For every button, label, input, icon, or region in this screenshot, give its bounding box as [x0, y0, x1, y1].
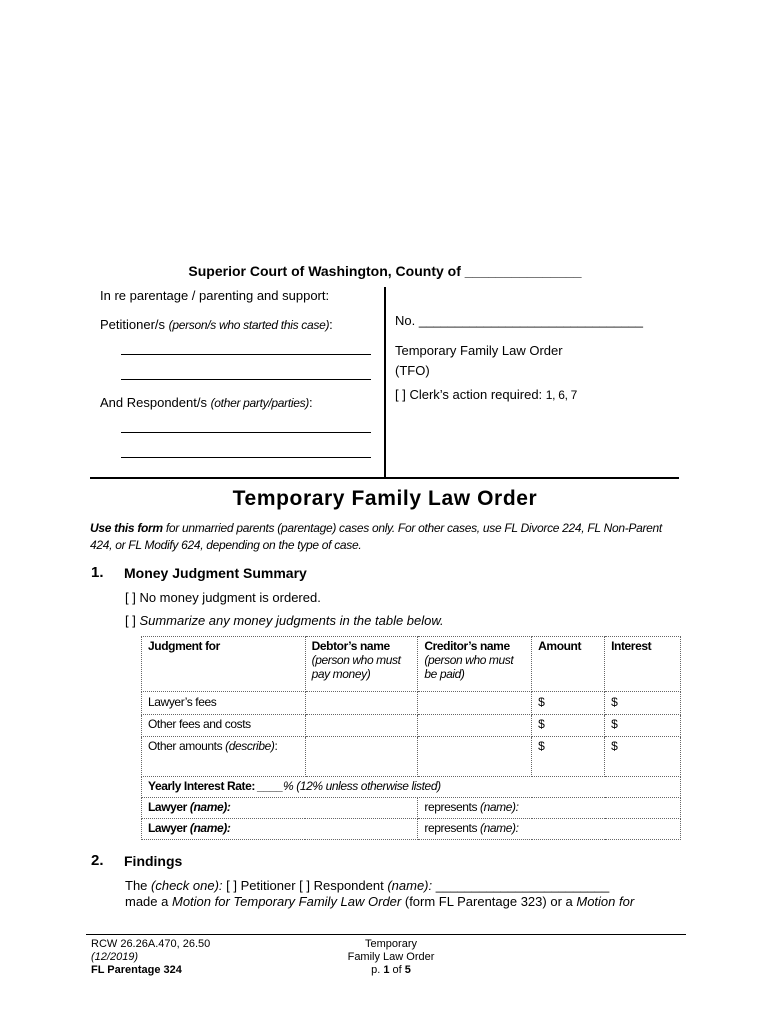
respondent-label-text: And Respondent/s	[100, 395, 207, 410]
petitioner-name-line-2[interactable]	[121, 365, 371, 380]
interest-rate-cell[interactable]: Yearly Interest Rate: ____% (12% unless otherwise listed)	[142, 777, 681, 798]
header-amount: Amount	[532, 637, 605, 692]
interest-rate-row	[142, 777, 681, 798]
footer-rule	[86, 934, 686, 935]
respondent-note: (other party/parties)	[210, 396, 310, 410]
debtor-cell[interactable]	[305, 692, 418, 715]
intro-line-2: 424, or FL Modify 624, depending on the type of case.	[90, 538, 362, 552]
in-re-line: In re parentage / parenting and support:	[100, 288, 330, 303]
intro-bold: Use this form	[90, 521, 163, 535]
section-2-number: 2.	[91, 852, 104, 869]
table-row	[142, 715, 681, 737]
findings-made-a: made a	[125, 894, 172, 909]
footer-center-1: Temporary	[365, 938, 417, 950]
respondent-colon: :	[309, 395, 313, 410]
party-checkboxes[interactable]: [ ] Petitioner [ ] Respondent	[222, 878, 388, 893]
findings-motion: Motion for Temporary Family Law Order	[171, 894, 402, 909]
amount-cell[interactable]: $	[532, 715, 605, 737]
header-interest: Interest	[605, 637, 681, 692]
summarize-judgment-option[interactable]	[125, 613, 444, 628]
caption-divider-vertical	[384, 287, 386, 478]
debtor-cell[interactable]	[305, 715, 418, 737]
findings-line-2	[125, 894, 634, 909]
clerk-action-items: 1, 6, 7	[545, 388, 578, 402]
row-label: Other amounts (describe):	[142, 737, 306, 777]
amount-cell[interactable]: $	[532, 692, 605, 715]
footer-page: p. 1 of 5	[371, 964, 411, 976]
no-money-judgment-option[interactable]: [ ] No money judgment is ordered.	[125, 590, 321, 605]
row-label: Other fees and costs	[142, 715, 306, 737]
lawyer-cell[interactable]: Lawyer (name):	[142, 798, 418, 819]
footer-form: FL Parentage 324	[91, 964, 182, 976]
table-header-row	[142, 637, 681, 692]
debtor-cell[interactable]	[305, 737, 418, 777]
case-number: No. _______________________________	[395, 313, 643, 328]
lawyer-row	[142, 798, 681, 819]
summarize-text: Summarize any money judgments in the table below.	[139, 613, 444, 628]
table-row	[142, 692, 681, 715]
findings-line-1	[125, 878, 609, 893]
header-creditor: Creditor’s name (person who must be paid)	[418, 637, 532, 692]
petitioner-colon: :	[329, 317, 333, 332]
intro-rest: for unmarried parents (parentage) cases only. For other cases, use FL Divorce 224, FL Non-Parent	[162, 521, 662, 535]
section-2-heading: Findings	[124, 853, 183, 869]
clerk-action	[395, 387, 577, 402]
footer-center-2: Family Law Order	[347, 951, 435, 963]
lawyer-row	[142, 819, 681, 840]
respondent-name-line-2[interactable]	[121, 443, 371, 458]
amount-cell[interactable]: $	[532, 737, 605, 777]
header-debtor: Debtor’s name (person who must pay money)	[305, 637, 418, 692]
page-title: Temporary Family Law Order	[232, 487, 538, 510]
summarize-checkbox[interactable]: [ ]	[125, 613, 140, 628]
interest-cell[interactable]: $	[605, 737, 681, 777]
intro-text	[90, 520, 690, 554]
findings-name-label: (name):	[387, 878, 433, 893]
interest-cell[interactable]: $	[605, 715, 681, 737]
respondent-name-line-1[interactable]	[121, 418, 371, 433]
interest-cell[interactable]: $	[605, 692, 681, 715]
findings-form-ref: (form FL Parentage 323) or a	[401, 894, 577, 909]
petitioner-label-text: Petitioner/s	[100, 317, 166, 332]
footer-center	[291, 938, 491, 977]
respondent-label	[100, 395, 313, 410]
findings-the: The	[125, 878, 152, 893]
money-judgment-table	[141, 636, 681, 840]
represents-cell[interactable]: represents (name):	[418, 819, 681, 840]
section-1-heading: Money Judgment Summary	[124, 565, 307, 581]
findings-check-one: (check one):	[151, 878, 223, 893]
header-judgment-for: Judgment for	[142, 637, 306, 692]
footer-rcw: RCW 26.26A.470, 26.50	[91, 938, 211, 950]
clerk-action-checkbox[interactable]: [ ] Clerk’s action required:	[395, 387, 546, 402]
lawyer-cell[interactable]: Lawyer (name):	[142, 819, 418, 840]
creditor-cell[interactable]	[418, 715, 532, 737]
petitioner-label	[100, 317, 333, 332]
represents-cell[interactable]: represents (name):	[418, 798, 681, 819]
table-row	[142, 737, 681, 777]
creditor-cell[interactable]	[418, 737, 532, 777]
section-1-number: 1.	[91, 564, 104, 581]
petitioner-name-line-1[interactable]	[121, 340, 371, 355]
footer-date: (12/2019)	[91, 951, 139, 963]
caption-divider-horizontal	[90, 477, 679, 479]
creditor-cell[interactable]	[418, 692, 532, 715]
petitioner-note: (person/s who started this case)	[168, 318, 330, 332]
court-heading: Superior Court of Washington, County of _______________	[188, 263, 582, 279]
footer-left	[91, 938, 210, 977]
findings-motion-2: Motion for	[576, 894, 635, 909]
doc-title-line-2: (TFO)	[395, 363, 430, 378]
doc-title-line-1: Temporary Family Law Order	[395, 343, 563, 358]
row-label: Lawyer’s fees	[142, 692, 306, 715]
findings-name-blank[interactable]: ________________________	[432, 878, 610, 893]
